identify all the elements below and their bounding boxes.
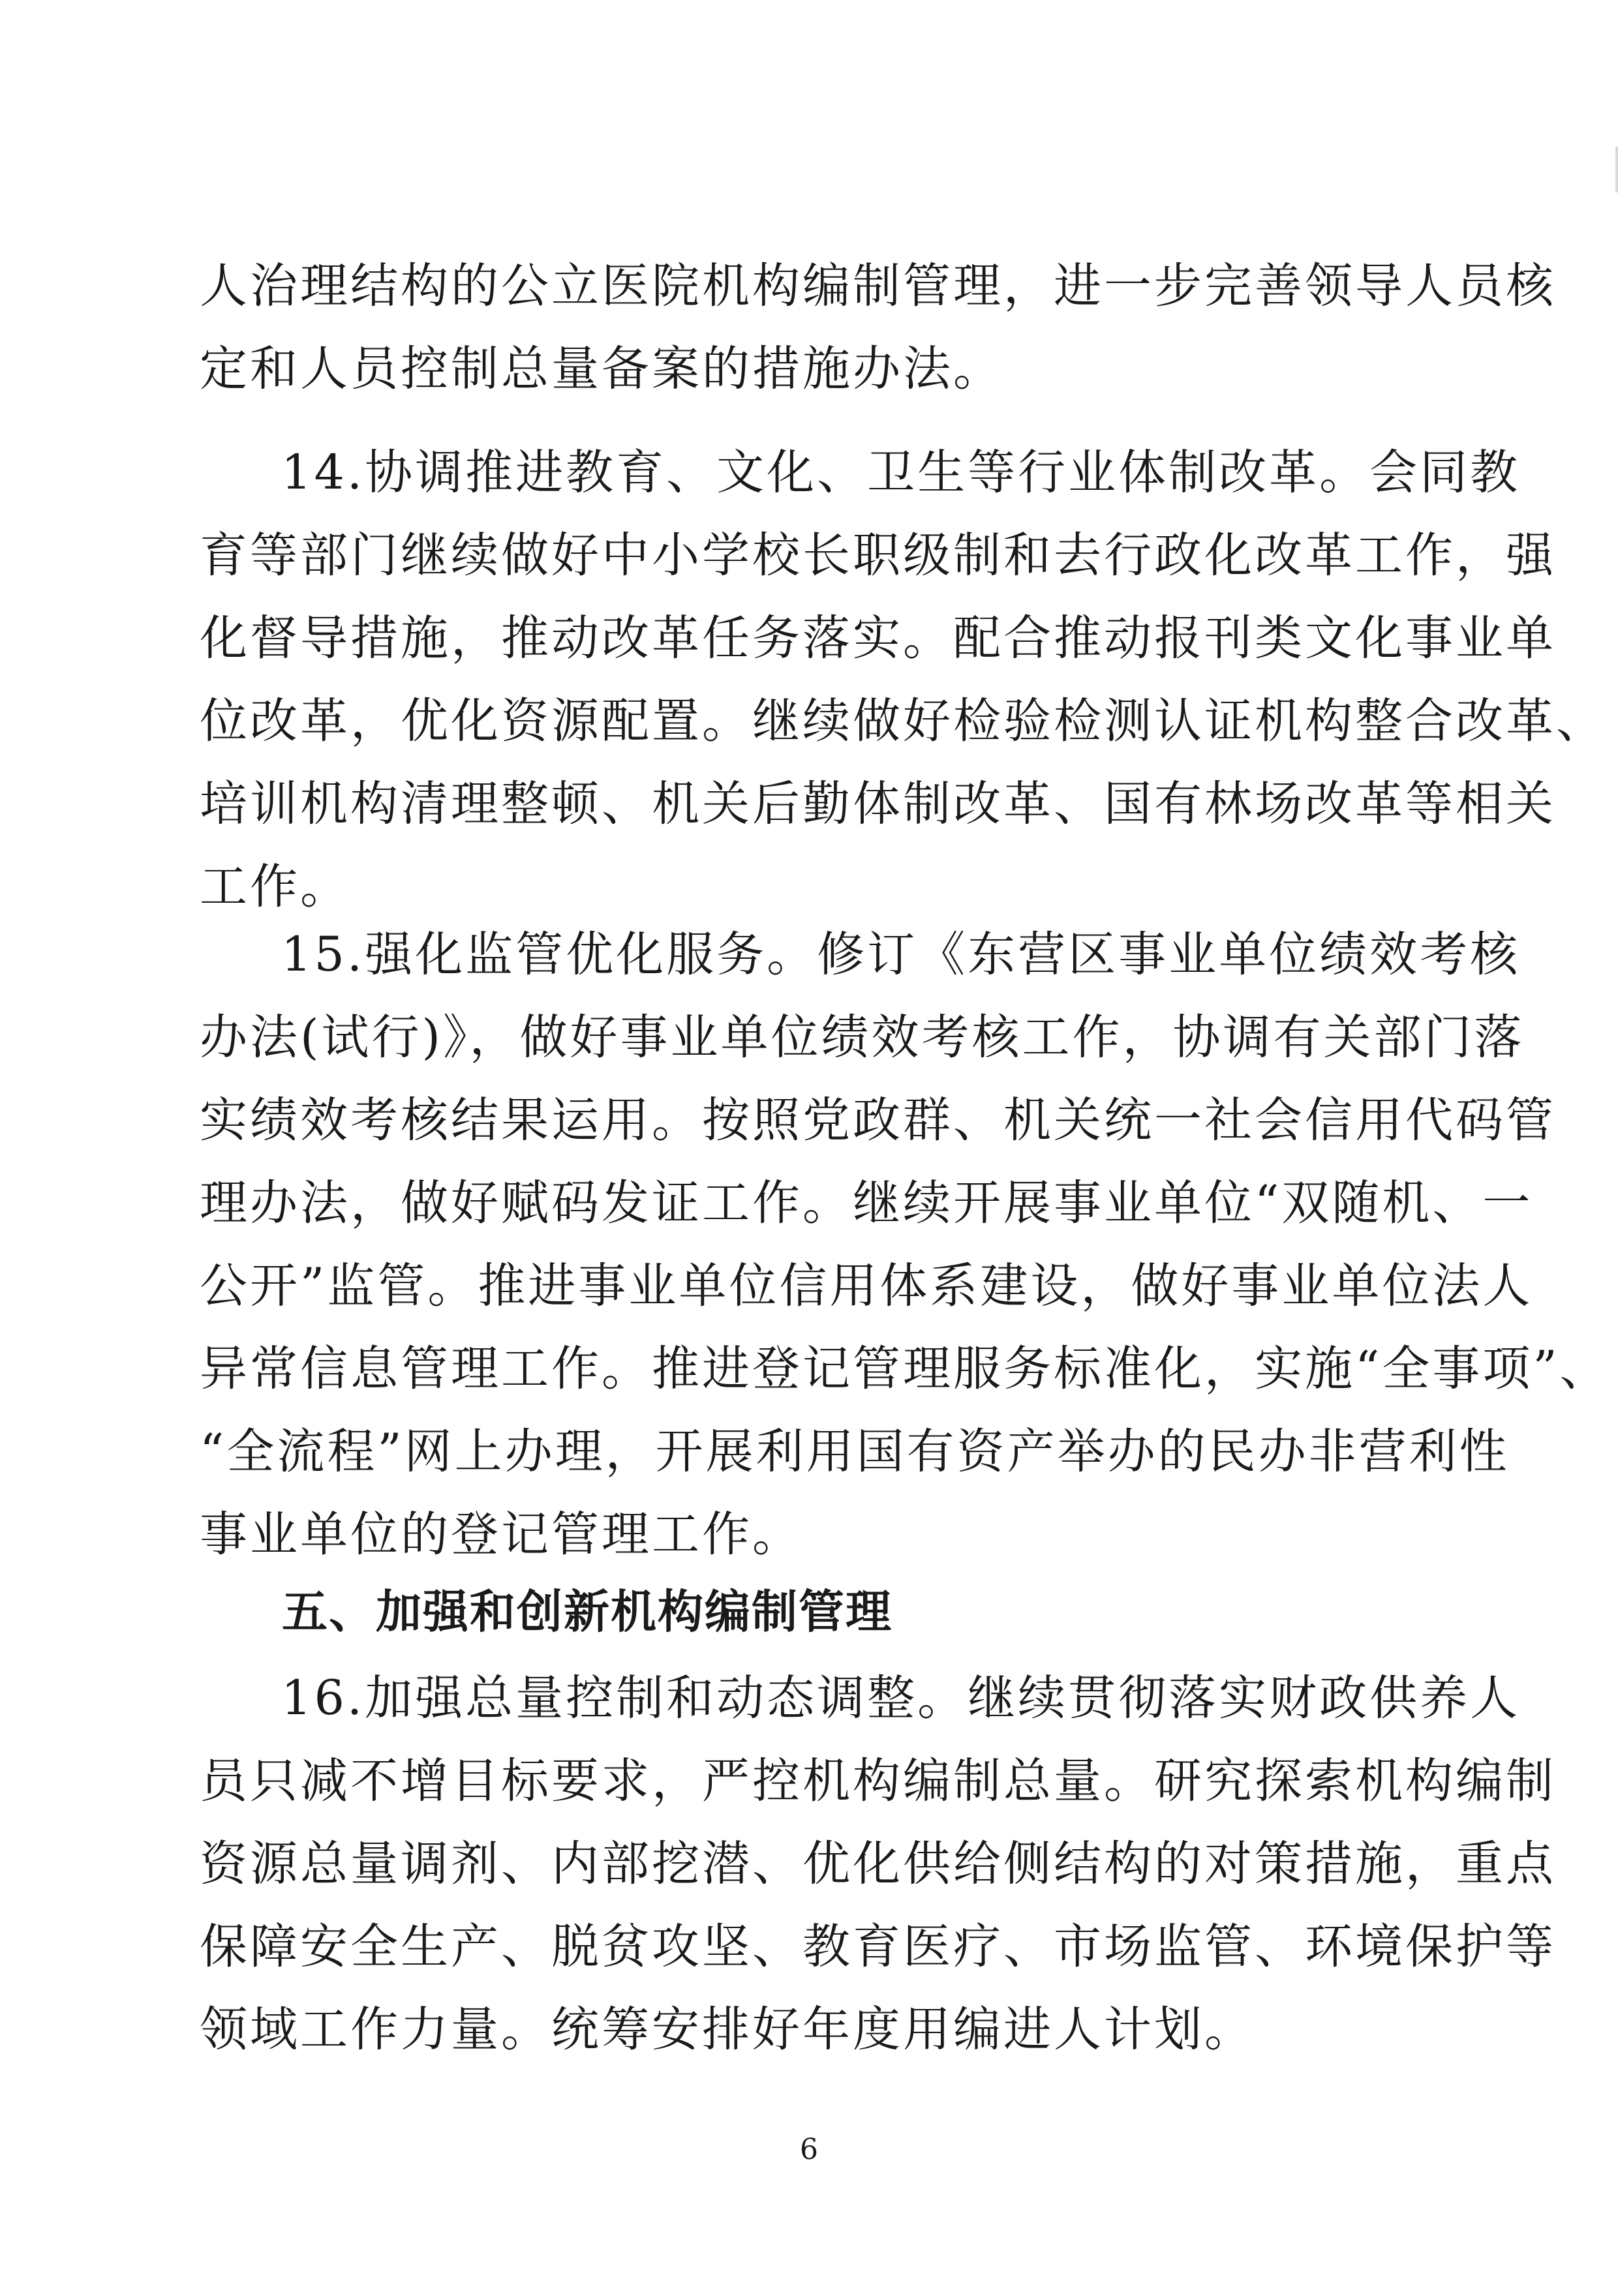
item-16-paragraph — [200, 1657, 1556, 2071]
paragraph-line: 育等部门继续做好中小学校长职级制和去行政化改革工作，强 — [200, 528, 1556, 583]
item-14-paragraph — [200, 431, 1606, 928]
paragraph-line: 定和人员控制总量备案的措施办法。 — [200, 341, 1003, 397]
paragraph-line: 员只减不增目标要求，严控机构编制总量。研究探索机构编制 — [200, 1753, 1556, 1809]
paragraph-line: 培训机构清理整顿、机关后勤体制改革、国有林场改革等相关 — [200, 776, 1556, 832]
paragraph-line: 人治理结构的公立医院机构编制管理，进一步完善领导人员核 — [200, 258, 1556, 314]
continuation-paragraph — [200, 245, 1556, 410]
paragraph-line: 保障安全生产、脱贫攻坚、教育医疗、市场监管、环境保护等 — [200, 1919, 1556, 1974]
page-number: 6 — [800, 2133, 818, 2166]
paragraph-line: 公开”监管。推进事业单位信用体系建设，做好事业单位法人 — [200, 1258, 1533, 1314]
paragraph-line: 理办法，做好赋码发证工作。继续开展事业单位“双随机、一 — [200, 1175, 1533, 1231]
paragraph-line: 16.加强总量控制和动态调整。继续贯彻落实财政供养人 — [281, 1670, 1521, 1726]
paragraph-line: 实绩效考核结果运用。按照党政群、机关统一社会信用代码管 — [200, 1093, 1556, 1148]
paragraph-line: “全流程”网上办理，开展利用国有资产举办的民办非营利性 — [200, 1424, 1510, 1479]
paragraph-line: 14.协调推进教育、文化、卫生等行业体制改革。会同教 — [281, 445, 1521, 500]
paragraph-line: 领域工作力量。统筹安排好年度用编进人计划。 — [200, 2002, 1255, 2057]
paragraph-line: 工作。 — [200, 859, 350, 914]
paragraph-line: 化督导措施，推动改革任务落实。配合推动报刊类文化事业单 — [200, 611, 1556, 666]
page-edge-mark — [1615, 147, 1618, 192]
paragraph-line: 办法(试行)》，做好事业单位绩效考核工作，协调有关部门落 — [200, 1010, 1525, 1065]
section-heading: 五、加强和创新机构编制管理 — [282, 1585, 893, 1639]
paragraph-line: 15.强化监管优化服务。修订《东营区事业单位绩效考核 — [281, 927, 1521, 982]
item-15-paragraph — [200, 913, 1610, 1576]
paragraph-line: 资源总量调剂、内部挖潜、优化供给侧结构的对策措施，重点 — [200, 1836, 1556, 1892]
paragraph-line: 事业单位的登记管理工作。 — [200, 1507, 802, 1562]
paragraph-line: 异常信息管理工作。推进登记管理服务标准化，实施“全事项”、 — [200, 1341, 1610, 1397]
paragraph-line: 位改革，优化资源配置。继续做好检验检测认证机构整合改革、 — [200, 693, 1606, 749]
